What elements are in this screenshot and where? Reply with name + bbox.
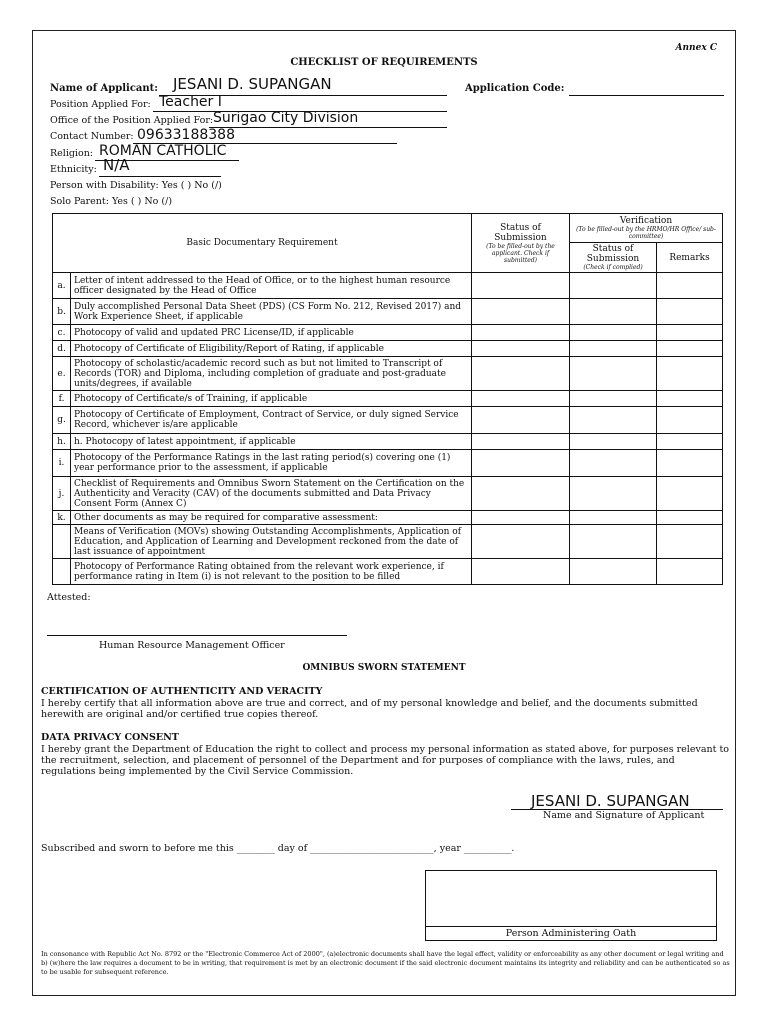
- applicant-check-cell[interactable]: [472, 407, 570, 434]
- remarks-cell[interactable]: [657, 477, 723, 511]
- cav-heading: CERTIFICATION OF AUTHENTICITY AND VERACITY: [41, 686, 323, 697]
- solo-parent-field[interactable]: Solo Parent: Yes ( ) No (/): [50, 196, 173, 207]
- table-row: [53, 511, 723, 525]
- table-row: [53, 477, 723, 511]
- applicant-check-cell[interactable]: [472, 391, 570, 407]
- verify-check-cell[interactable]: [570, 450, 657, 477]
- row-text: Photocopy of Certificate/s of Training, if applicable: [71, 391, 472, 407]
- row-text: Photocopy of Certificate of Eligibility/Report of Rating, if applicable: [71, 341, 472, 357]
- row-letter: j.: [53, 477, 71, 511]
- contact-label: Contact Number:: [50, 131, 134, 142]
- applicant-check-cell[interactable]: [472, 434, 570, 450]
- requirements-table: [52, 213, 723, 585]
- page-title: CHECKLIST OF REQUIREMENTS: [290, 57, 478, 68]
- table-row: [53, 341, 723, 357]
- row-letter: g.: [53, 407, 71, 434]
- privacy-text: I hereby grant the Department of Education the right to collect and process my personal information as stated above, for purposes relevant to the recruitment, selection, and placement of personnel of the Department and for purposes of compliance with the laws, rules, and regulations being implemented by the Civil Service Commission.: [41, 744, 729, 777]
- verify-check-cell[interactable]: [570, 341, 657, 357]
- row-letter: i.: [53, 450, 71, 477]
- remarks-cell[interactable]: [657, 341, 723, 357]
- verify-check-cell[interactable]: [570, 407, 657, 434]
- verify-check-cell[interactable]: [570, 525, 657, 559]
- remarks-cell[interactable]: [657, 450, 723, 477]
- row-letter: [53, 559, 71, 585]
- table-row: [53, 407, 723, 434]
- ethnicity-value[interactable]: N/A: [103, 156, 130, 174]
- office-value[interactable]: Surigao City Division: [213, 110, 359, 126]
- cav-text: I hereby certify that all information above are true and correct, and of my personal knowledge and belief, and the documents submitted herewith are original and/or certified true copies thereof.: [41, 698, 698, 720]
- remarks-cell[interactable]: [657, 434, 723, 450]
- remarks-cell[interactable]: [657, 299, 723, 325]
- row-letter: k.: [53, 511, 71, 525]
- position-value[interactable]: Teacher I: [159, 94, 222, 110]
- remarks-cell[interactable]: [657, 325, 723, 341]
- name-value[interactable]: JESANI D. SUPANGAN: [173, 75, 332, 93]
- row-letter: a.: [53, 273, 71, 299]
- row-text: Checklist of Requirements and Omnibus Sworn Statement on the Certification on the Authenticity and Veracity (CAV) of the documents submitted and Data Privacy Consent Form (Annex C): [71, 477, 472, 511]
- verify-check-cell[interactable]: [570, 511, 657, 525]
- col-status: [472, 214, 570, 273]
- remarks-cell[interactable]: [657, 511, 723, 525]
- office-label: Office of the Position Applied For:: [50, 115, 214, 126]
- oath-divider: [426, 926, 716, 927]
- row-text: Photocopy of scholastic/academic record such as but not limited to Transcript of Records (TOR) and Diploma, including completion of graduate and post-graduate units/degrees, if available: [71, 357, 472, 391]
- applicant-check-cell[interactable]: [472, 357, 570, 391]
- religion-value[interactable]: ROMAN CATHOLIC: [99, 143, 227, 159]
- row-text: Duly accomplished Personal Data Sheet (PDS) (CS Form No. 212, Revised 2017) and Work Experience Sheet, if applicable: [71, 299, 472, 325]
- col-verification-note: (To be filled-out by the HRMO/HR Office/ sub-committee): [576, 226, 716, 240]
- hrmo-label: Human Resource Management Officer: [99, 640, 285, 651]
- applicant-check-cell[interactable]: [472, 525, 570, 559]
- verify-check-cell[interactable]: [570, 434, 657, 450]
- applicant-check-cell[interactable]: [472, 341, 570, 357]
- col-status-note: (To be filled-out by the applicant. Check if submitted): [486, 242, 555, 264]
- religion-label: Religion:: [50, 148, 94, 159]
- remarks-cell[interactable]: [657, 407, 723, 434]
- col-remarks: Remarks: [657, 243, 723, 273]
- row-letter: [53, 525, 71, 559]
- col-ver-status-note: (Check if complied): [583, 264, 643, 271]
- annex-label: Annex C: [675, 43, 717, 53]
- row-letter: b.: [53, 299, 71, 325]
- remarks-cell[interactable]: [657, 273, 723, 299]
- row-text: Photocopy of Certificate of Employment, Contract of Service, or duly signed Service Record, whichever is/are applicable: [71, 407, 472, 434]
- code-label: Application Code:: [465, 83, 565, 94]
- applicant-check-cell[interactable]: [472, 273, 570, 299]
- applicant-check-cell[interactable]: [472, 299, 570, 325]
- verify-check-cell[interactable]: [570, 477, 657, 511]
- col-status-label: Status of Submission: [494, 222, 547, 243]
- applicant-check-cell[interactable]: [472, 559, 570, 585]
- row-letter: d.: [53, 341, 71, 357]
- applicant-check-cell[interactable]: [472, 477, 570, 511]
- row-letter: f.: [53, 391, 71, 407]
- row-letter: h.: [53, 434, 71, 450]
- row-text: Other documents as may be required for comparative assessment:: [71, 511, 472, 525]
- ethnicity-label: Ethnicity:: [50, 164, 97, 175]
- footer-note: In consonance with Republic Act No. 8792 or the "Electronic Commerce Act of 2000", (a)electronic documents shall have the legal effect, validity or enforceability as any other document or legal writing and b) (w)here the law requires a document to be in writing, that requirement is met by an electronic document if the said electronic document maintains its integrity and reliability and can be authenticated so as to be usable for subsequent reference.: [41, 950, 730, 976]
- row-text: Means of Verification (MOVs) showing Outstanding Accomplishments, Application of Education, and Application of Learning and Development reckoned from the date of last issuance of appointment: [71, 525, 472, 559]
- col-verification: [570, 214, 723, 243]
- table-row: [53, 325, 723, 341]
- table-row: [53, 559, 723, 585]
- col-ver-status: [570, 243, 657, 273]
- verify-check-cell[interactable]: [570, 559, 657, 585]
- name-label: Name of Applicant:: [50, 83, 158, 94]
- remarks-cell[interactable]: [657, 525, 723, 559]
- oath-box[interactable]: [425, 870, 717, 941]
- office-line: [209, 127, 447, 128]
- table-header-row: [53, 214, 723, 243]
- verify-check-cell[interactable]: [570, 273, 657, 299]
- form-page: [32, 30, 736, 996]
- ethnicity-line: [99, 176, 221, 177]
- subscribed-line[interactable]: Subscribed and sworn to before me this ________ day of __________________________, year __________.: [41, 843, 515, 854]
- row-text: h. Photocopy of latest appointment, if applicable: [71, 434, 472, 450]
- verify-check-cell[interactable]: [570, 391, 657, 407]
- row-text: Photocopy of Performance Rating obtained from the relevant work experience, if performance rating in Item (i) is not relevant to the position to be filled: [71, 559, 472, 585]
- table-row: [53, 357, 723, 391]
- row-text: Letter of intent addressed to the Head of Office, or to the highest human resource officer designated by the Head of Office: [71, 273, 472, 299]
- applicant-signature[interactable]: JESANI D. SUPANGAN: [531, 792, 690, 810]
- table-row: [53, 391, 723, 407]
- verify-check-cell[interactable]: [570, 357, 657, 391]
- col-verification-label: Verification: [619, 216, 673, 226]
- row-letter: e.: [53, 357, 71, 391]
- oath-label: Person Administering Oath: [505, 928, 637, 939]
- verify-check-cell[interactable]: [570, 325, 657, 341]
- table-row: [53, 525, 723, 559]
- code-line[interactable]: [569, 95, 724, 96]
- col-requirement: Basic Documentary Requirement: [53, 214, 472, 273]
- contact-value[interactable]: 09633188388: [137, 127, 235, 143]
- applicant-check-cell[interactable]: [472, 511, 570, 525]
- verify-check-cell[interactable]: [570, 299, 657, 325]
- position-label: Position Applied For:: [50, 99, 151, 110]
- row-letter: c.: [53, 325, 71, 341]
- row-text: Photocopy of the Performance Ratings in the last rating period(s) covering one (1) year performance prior to the assessment, if applicable: [71, 450, 472, 477]
- table-row: [53, 450, 723, 477]
- applicant-check-cell[interactable]: [472, 450, 570, 477]
- signature-label: Name and Signature of Applicant: [543, 810, 705, 821]
- pwd-field[interactable]: Person with Disability: Yes ( ) No (/): [50, 180, 222, 191]
- sworn-title: OMNIBUS SWORN STATEMENT: [302, 663, 466, 673]
- applicant-check-cell[interactable]: [472, 325, 570, 341]
- remarks-cell[interactable]: [657, 559, 723, 585]
- table-row: [53, 434, 723, 450]
- remarks-cell[interactable]: [657, 391, 723, 407]
- privacy-heading: DATA PRIVACY CONSENT: [41, 732, 179, 743]
- remarks-cell[interactable]: [657, 357, 723, 391]
- attested-label: Attested:: [47, 592, 91, 603]
- col-ver-status-label: Status of Submission: [586, 244, 640, 264]
- table-row: [53, 299, 723, 325]
- row-text: Photocopy of valid and updated PRC License/ID, if applicable: [71, 325, 472, 341]
- table-row: [53, 273, 723, 299]
- hrmo-signature-line[interactable]: [47, 635, 347, 636]
